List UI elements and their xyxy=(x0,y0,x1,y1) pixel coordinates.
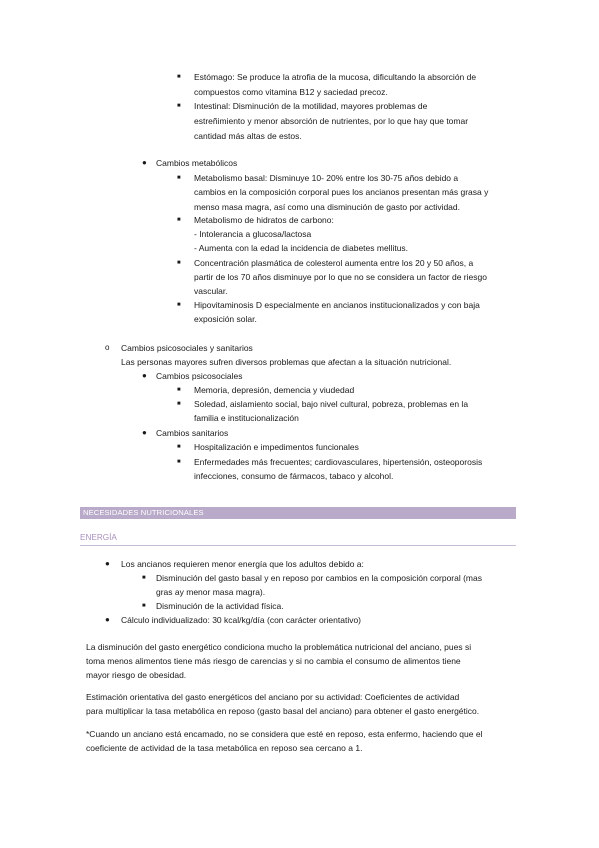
paragraph-line: Estimación orientativa del gasto energéticos del anciano por su actividad: Coeficientes de actividad xyxy=(86,692,460,702)
text-line: menso masa magra, así como una disminución de gasto por actividad. xyxy=(194,202,460,212)
square-bullet-icon: ■ xyxy=(177,302,181,308)
text-line: Metabolismo de hidratos de carbono: xyxy=(194,215,334,225)
text-line: Hipovitaminosis D especialmente en ancianos institucionalizados y con baja xyxy=(194,300,480,310)
text-line: Metabolismo basal: Disminuye 10- 20% entre los 30-75 años debido a xyxy=(194,173,459,183)
paragraph-line: *Cuando un anciano está encamado, no se considera que esté en reposo, esta enfermo, haciendo que el xyxy=(86,729,483,739)
dot-bullet-icon: ● xyxy=(105,615,110,624)
list-heading: Cambios psicosociales y sanitarios xyxy=(121,343,253,353)
dot-bullet-icon: ● xyxy=(142,371,147,380)
paragraph-line: toma menos alimentos tiene más riesgo de carencias y si no cambia el consumo de alimentos tiene xyxy=(86,656,461,666)
text-line: Los ancianos requieren menor energía que los adultos debido a: xyxy=(121,559,364,569)
text-line: Cálculo individualizado: 30 kcal/kg/día (con carácter orientativo) xyxy=(121,615,362,625)
text-line: vascular. xyxy=(194,286,228,296)
text-line: Disminución de la actividad física. xyxy=(156,601,284,611)
text-line: cambios en la composición corporal pues los ancianos presentan más grasa y xyxy=(194,187,489,197)
text-line: Memoria, depresión, demencia y viudedad xyxy=(194,385,355,395)
paragraph-line: La disminución del gasto energético condiciona mucho la problemática nutricional del anciano, pues si xyxy=(86,642,472,652)
square-bullet-icon: ■ xyxy=(142,603,146,609)
text-line: cantidad más altas de estos. xyxy=(194,131,302,141)
list-heading: Cambios psicosociales xyxy=(156,371,243,381)
circle-bullet-icon: o xyxy=(105,343,110,352)
text-line: - Intolerancia a glucosa/lactosa xyxy=(194,229,312,239)
square-bullet-icon: ■ xyxy=(177,74,181,80)
text-line: Las personas mayores sufren diversos problemas que afectan a la situación nutricional. xyxy=(121,357,452,367)
square-bullet-icon: ■ xyxy=(177,401,181,407)
square-bullet-icon: ■ xyxy=(177,459,181,465)
square-bullet-icon: ■ xyxy=(177,387,181,393)
text-line: - Aumenta con la edad la incidencia de diabetes mellitus. xyxy=(194,243,409,253)
text-line: Concentración plasmática de colesterol aumenta entre los 20 y 50 años, a xyxy=(194,258,474,268)
text-line: exposición solar. xyxy=(194,314,257,324)
text-line: compuestos como vitamina B12 y saciedad precoz. xyxy=(194,87,388,97)
paragraph-line: coeficiente de actividad de la tasa metabólica en reposo sea cercano a 1. xyxy=(86,743,363,753)
section-banner: NECESIDADES NUTRICIONALES xyxy=(80,507,516,519)
text-line: Soledad, aislamiento social, bajo nivel cultural, pobreza, problemas en la xyxy=(194,399,469,409)
dot-bullet-icon: ● xyxy=(142,428,147,437)
list-heading: Cambios sanitarios xyxy=(156,428,229,438)
text-line: Estómago: Se produce la atrofia de la mucosa, dificultando la absorción de xyxy=(194,72,477,82)
square-bullet-icon: ■ xyxy=(177,444,181,450)
paragraph-line: mayor riesgo de obesidad. xyxy=(86,670,187,680)
text-line: estreñimiento y menor absorción de nutrientes, por lo que hay que tomar xyxy=(194,116,469,126)
square-bullet-icon: ■ xyxy=(177,217,181,223)
text-line: Enfermedades más frecuentes; cardiovasculares, hipertensión, osteoporosis xyxy=(194,457,483,467)
text-line: Intestinal: Disminución de la motilidad, mayores problemas de xyxy=(194,101,428,111)
paragraph-line: para multiplicar la tasa metabólica en reposo (gasto basal del anciano) para obtener el gasto energético. xyxy=(86,706,480,716)
text-line: Disminución del gasto basal y en reposo por cambios en la composición corporal (mas xyxy=(156,573,482,583)
list-heading: Cambios metabólicos xyxy=(156,158,238,168)
text-line: gras ay menor masa magra). xyxy=(156,587,266,597)
section-subheading: ENERGÍA xyxy=(80,533,117,542)
text-line: Hospitalización e impedimentos funcionales xyxy=(194,442,359,452)
text-line: partir de los 70 años disminuye por lo que no se considera un factor de riesgo xyxy=(194,272,487,282)
square-bullet-icon: ■ xyxy=(142,575,146,581)
square-bullet-icon: ■ xyxy=(177,260,181,266)
text-line: infecciones, consumo de fármacos, tabaco y alcohol. xyxy=(194,471,394,481)
dot-bullet-icon: ● xyxy=(142,158,147,167)
divider xyxy=(80,545,516,546)
dot-bullet-icon: ● xyxy=(105,559,110,568)
text-line: familia e institucionalización xyxy=(194,413,299,423)
square-bullet-icon: ■ xyxy=(177,175,181,181)
square-bullet-icon: ■ xyxy=(177,103,181,109)
